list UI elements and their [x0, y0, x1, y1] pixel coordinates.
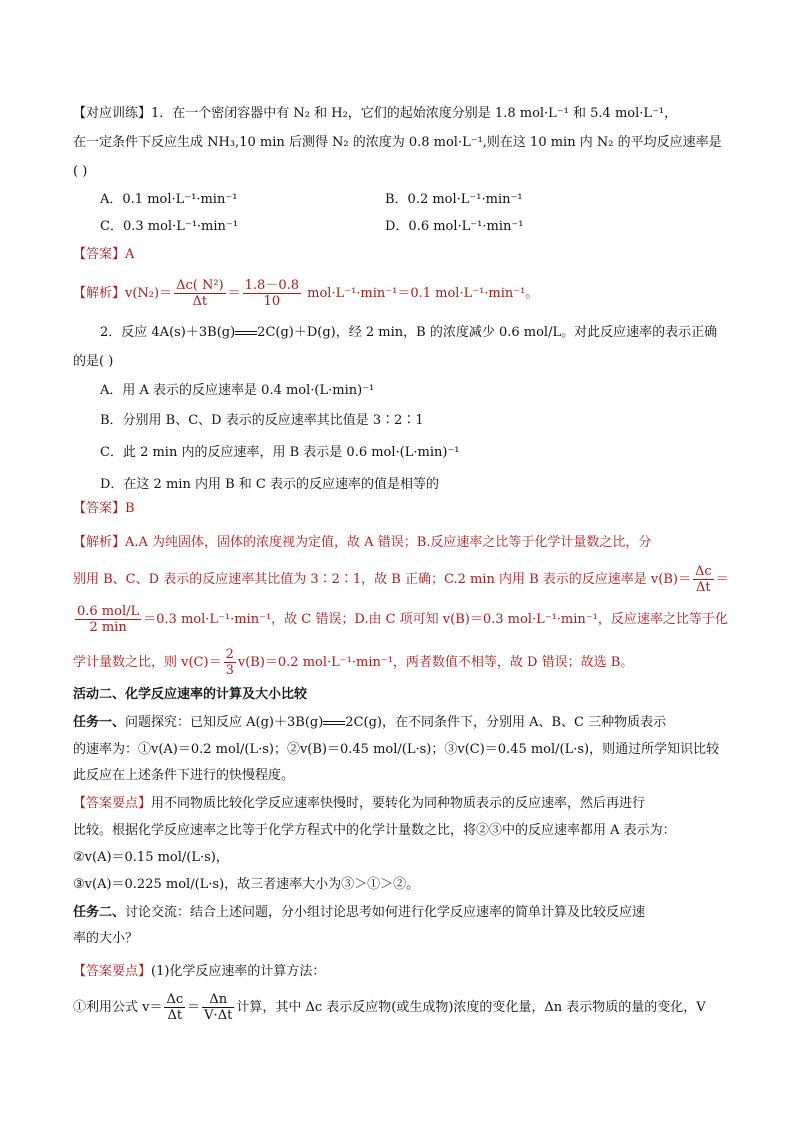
q1-option-b: B．0.2 mol·L⁻¹·min⁻¹ — [385, 192, 523, 207]
key1-line3: ②v(A)＝0.15 mol/(L·s)， — [73, 850, 229, 865]
q1-expl-rhs: mol·L⁻¹·min⁻¹＝0.1 mol·L⁻¹·min⁻¹。 — [303, 286, 539, 301]
q1-frac1-den: Δt — [192, 294, 208, 309]
task2-line1 — [73, 904, 645, 922]
task1-text-a: 问题探究：已知反应 A(g)＋3B(g) — [125, 715, 324, 730]
q2-option-c: C．此 2 min 内的反应速率，用 B 表示是 0.6 mol·(L·min)⁻¹ — [100, 445, 460, 460]
task1-label: 任务一、 — [73, 715, 126, 730]
formula-frac1-num: Δc — [166, 992, 184, 1007]
formula-frac-dn-vdt — [202, 992, 234, 1023]
q2-expl-line2 — [73, 562, 729, 598]
key1-text-a: 用不同物质比较化学反应速率快慢时，要转化为同种物质表示的反应速率，然后再进行 — [151, 796, 646, 811]
q1-explanation — [73, 274, 538, 314]
q2-expl-line2a: 别用 B、C、D 表示的反应速率其比值为 3∶2∶1，故 B 正确；C.2 min 内用 B 表示的反应速率是 v(B)＝ — [73, 572, 691, 587]
q2-option-d: D．在这 2 min 内用 B 和 C 表示的反应速率的值是相等的 — [100, 477, 439, 492]
equilibrium-arrow-icon — [323, 718, 345, 728]
key2-formula-line — [73, 988, 706, 1028]
task1-text-b: 2C(g)，在不同条件下，分别用 A、B、C 三种物质表示 — [345, 715, 667, 730]
q2-fraction-value — [75, 604, 141, 635]
q2-expl-line4a: 学计量数之比，则 v(C)＝ — [73, 655, 222, 670]
q2-expl-line1: 【解析】A.A 为纯固体，固体的浓度视为定值，故 A 错误；B.反应速率之比等于化学计量数之比，分 — [73, 535, 652, 550]
q2-frac3-den: 2 min — [89, 620, 127, 635]
key2-line1 — [73, 963, 325, 981]
formula-frac2-num: Δn — [202, 992, 234, 1008]
key2-label: 【答案要点】 — [73, 964, 152, 979]
key1-label: 【答案要点】 — [73, 796, 152, 811]
formula-eq: ＝ — [187, 1000, 201, 1015]
key2-text-a: (1)化学反应速率的计算方法： — [151, 964, 326, 979]
task1-line3: 此反应在上述条件下进行的快慢程度。 — [73, 768, 295, 783]
q2-expl-line3-text: ＝0.3 mol·L⁻¹·min⁻¹，故 C 错误；D.由 C 项可知 v(B)＝0.3 mol·L⁻¹·min⁻¹，反应速率之比等于化 — [143, 612, 728, 627]
task2-label: 任务二、 — [73, 905, 126, 920]
formula-suffix: 计算，其中 Δc 表示反应物(或生成物)浓度的变化量，Δn 表示物质的量的变化，V — [236, 1000, 706, 1015]
q2-expl-line4 — [73, 645, 633, 681]
q1-expl-eq: ＝ — [227, 286, 241, 301]
formula-frac1-den: Δt — [167, 1008, 183, 1023]
q2-answer: 【答案】B — [73, 501, 135, 516]
q1-option-c: C．0.3 mol·L⁻¹·min⁻¹ — [100, 219, 238, 234]
q2-frac4-den: 3 — [225, 663, 234, 678]
formula-frac-dc-dt — [164, 992, 185, 1023]
q2-option-a: A．用 A 表示的反应速率是 0.4 mol·(L·min)⁻¹ — [100, 383, 375, 398]
q2-expl-line4b: v(B)＝0.2 mol·L⁻¹·min⁻¹，两者数值不相等，故 D 错误；故选 B。 — [237, 655, 634, 670]
formula-frac2-den: V·Δt — [204, 1008, 233, 1023]
q1-stem-line2: 在一定条件下反应生成 NH₃,10 min 后测得 N₂ 的浓度为 0.8 mol·L⁻¹,则在这 10 min 内 N₂ 的平均反应速率是 — [73, 135, 722, 150]
q1-stem-line1: 【对应训练】1．在一个密闭容器中有 N₂ 和 H₂，它们的起始浓度分别是 1.8 mol·L⁻¹ 和 5.4 mol·L⁻¹， — [73, 106, 678, 121]
q1-answer-paren: ( ) — [73, 164, 88, 179]
q1-frac2-num: 1.8－0.8 — [244, 278, 299, 293]
q1-answer: 【答案】A — [73, 247, 135, 262]
q1-fraction-rate — [174, 278, 226, 309]
q1-expl-label: 【解析】 — [73, 286, 126, 301]
q2-stem-a: 2．反应 4A(s)＋3B(g) — [100, 325, 236, 340]
q2-stem-b: 2C(g)＋D(g)，经 2 min，B 的浓度减少 0.6 mol/L。对此反应速率的表示正确 — [257, 325, 718, 340]
task2-text-a: 讨论交流：结合上述问题，分小组讨论思考如何进行化学反应速率的简单计算及比较反应速 — [125, 905, 646, 920]
q1-option-d: D．0.6 mol·L⁻¹·min⁻¹ — [385, 219, 524, 234]
q2-stem-line1 — [100, 324, 717, 342]
q2-stem-line2: 的是( ) — [73, 354, 114, 369]
task1-line1 — [73, 714, 666, 732]
q2-frac-den: Δt — [695, 580, 711, 595]
q2-expl-line3 — [73, 602, 728, 638]
activity2-title: 活动二、化学反应速率的计算及大小比较 — [73, 687, 308, 702]
key1-line4: ③v(A)＝0.225 mol/(L·s)，故三者速率大小为③＞①＞②。 — [73, 877, 420, 892]
q1-fraction-values — [243, 278, 301, 309]
q1-expl-lhs: v(N₂)＝ — [125, 286, 173, 301]
q2-option-b: B．分别用 B、C、D 表示的反应速率其比值是 3∶2∶1 — [100, 413, 424, 428]
key1-line1 — [73, 795, 645, 813]
q2-frac4-num: 2 — [225, 647, 234, 662]
q1-option-a: A．0.1 mol·L⁻¹·min⁻¹ — [100, 192, 238, 207]
task2-line2: 率的大小？ — [73, 931, 139, 946]
q2-frac3-num: 0.6 mol/L — [77, 604, 140, 619]
task1-line2: 的速率为：①v(A)＝0.2 mol/(L·s)；②v(B)＝0.45 mol/(L·s)；③v(C)＝0.45 mol/(L·s)，则通过所学知识比较 — [73, 742, 720, 757]
key1-line2: 比较。根据化学反应速率之比等于化学方程式中的化学计量数之比，将②③中的反应速率都用 A 表示为： — [73, 823, 676, 838]
equilibrium-arrow-icon — [235, 328, 257, 338]
q1-frac1-num: Δc( N²) — [176, 278, 224, 293]
q1-frac2-den: 10 — [263, 294, 281, 309]
q2-frac-num: Δc — [694, 564, 712, 579]
q2-expl-eq: ＝ — [715, 572, 729, 587]
q2-fraction-two-thirds — [224, 647, 236, 678]
formula-prefix: ①利用公式 v＝ — [73, 1000, 163, 1015]
q2-fraction-dc-dt — [693, 564, 714, 595]
